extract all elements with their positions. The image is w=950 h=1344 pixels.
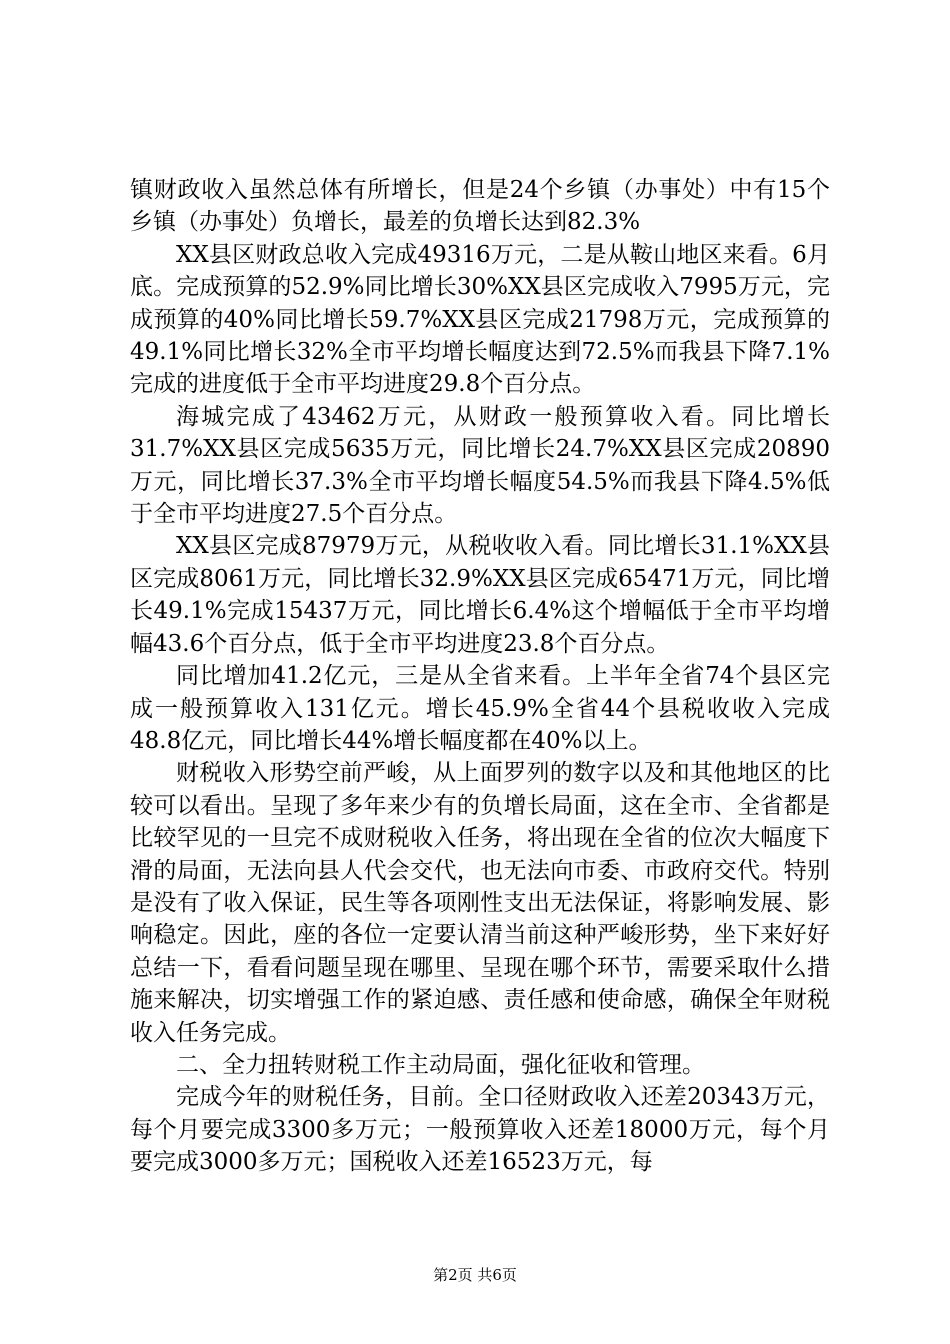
- paragraph-6: 财税收入形势空前严峻，从上面罗列的数字以及和其他地区的比较可以看出。呈现了多年来少有的负增长局面，这在全市、全省都是比较罕见的一旦完不成财税收入任务，将出现在全省的位次大幅度下滑的局面，无法向县人代会交代，也无法向市委、市政府交代。特别是没有了收入保证，民生等各项刚性支出无法保证，将影响发展、影响稳定。因此，座的各位一定要认清当前这种严峻形势，坐下来好好总结一下，看看问题呈现在哪里、呈现在哪个环节，需要采取什么措施来解决，切实增强工作的紧迫感、责任感和使命感，确保全年财税收入任务完成。: [130, 760, 830, 1046]
- paragraph-4: XX县区完成87979万元，从税收收入看。同比增长31.1%XX县区完成8061万元，同比增长32.9%XX县区完成65471万元，同比增长49.1%完成15437万元，同比增长6.4%这个增幅低于全市平均增幅43.6个百分点，低于全市平均进度23.8个百分点。: [130, 533, 830, 657]
- paragraph-2: XX县区财政总收入完成49316万元，二是从鞍山地区来看。6月底。完成预算的52.9%同比增长30%XX县区完成收入7995万元，完成预算的40%同比增长59.7%XX县区完成21798万元，完成预算的49.1%同比增长32%全市平均增长幅度达到72.5%而我县下降7.1%完成的进度低于全市平均进度29.8个百分点。: [130, 241, 830, 398]
- paragraph-3: 海城完成了43462万元，从财政一般预算收入看。同比增长31.7%XX县区完成5635万元，同比增长24.7%XX县区完成20890万元，同比增长37.3%全市平均增长幅度54.5%而我县下降4.5%低于全市平均进度27.5个百分点。: [130, 403, 830, 528]
- section-heading: 二、全力扭转财税工作主动局面，强化征收和管理。: [176, 1051, 705, 1078]
- page-footer: 第2页 共6页: [433, 1266, 517, 1284]
- paragraph-5: 同比增加41.2亿元，三是从全省来看。上半年全省74个县区完成一般预算收入131亿元。增长45.9%全省44个县税收收入完成48.8亿元，同比增长44%增长幅度都在40%以上。: [130, 663, 830, 754]
- body-text: [130, 174, 830, 1179]
- paragraph-1: 镇财政收入虽然总体有所增长，但是24个乡镇（办事处）中有15个乡镇（办事处）负增长，最差的负增长达到82.3%: [130, 177, 830, 236]
- paragraph-7: 完成今年的财税任务，目前。全口径财政收入还差20343万元，每个月要完成3300多万元；一般预算收入还差18000万元，每个月要完成3000多万元；国税收入还差16523万元，每: [130, 1084, 830, 1176]
